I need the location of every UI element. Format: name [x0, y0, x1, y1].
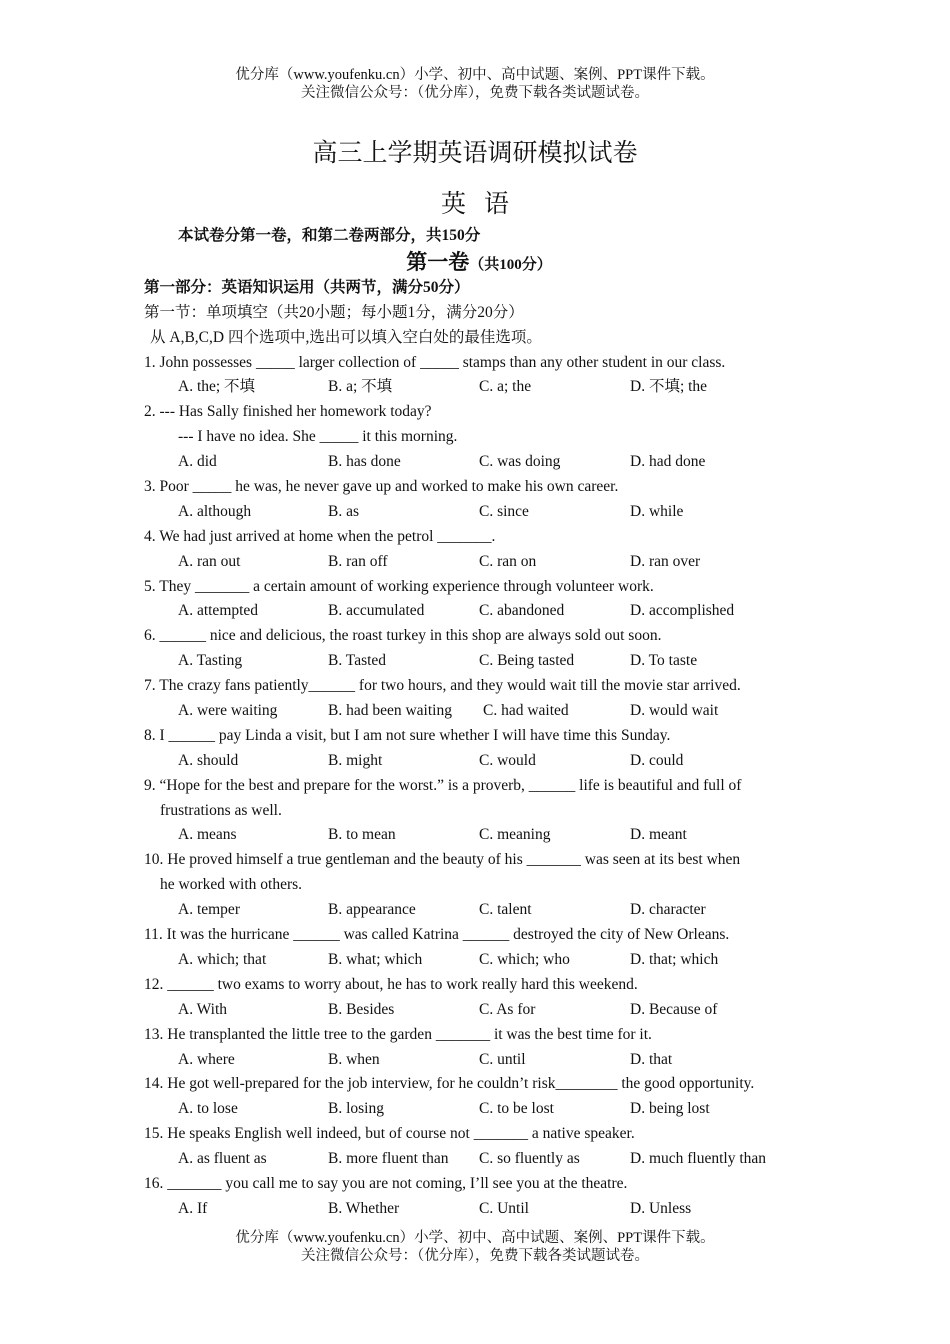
answer-options [144, 649, 814, 674]
answer-options [144, 1048, 814, 1073]
option-a: A. should [178, 751, 239, 769]
option-c: C. since [479, 502, 529, 520]
option-b: B. Tasted [328, 652, 387, 670]
page-footer [0, 1229, 950, 1265]
option-d: D. that; which [630, 950, 719, 968]
option-b: B. appearance [328, 901, 416, 919]
question-item [144, 774, 814, 849]
option-a: A. ran out [178, 552, 241, 570]
option-a: A. although [178, 502, 252, 520]
option-a: A. did [178, 453, 217, 471]
question-item [144, 475, 814, 525]
question-item [144, 923, 814, 973]
option-c: C. which; who [479, 950, 570, 968]
answer-options [144, 599, 814, 624]
exam-intro: 本试卷分第一卷，和第二卷两部分，共150分 [178, 227, 481, 244]
question-item [144, 848, 814, 923]
question-item [144, 624, 814, 674]
part-heading: 第一部分：英语知识运用（共两节，满分50分） [144, 278, 470, 296]
option-a: A. where [178, 1050, 235, 1068]
option-b: B. has done [328, 453, 401, 471]
question-item [144, 674, 814, 724]
question-item [144, 351, 814, 401]
question-stem: 10. He proved himself a true gentleman and the beauty of his _______ was seen at its best when [144, 851, 741, 869]
option-b: B. losing [328, 1100, 384, 1118]
question-item [144, 525, 814, 575]
option-d: D. meant [630, 826, 687, 844]
question-stem: 5. They _______ a certain amount of working experience through volunteer work. [144, 577, 654, 595]
question-item [144, 575, 814, 625]
question-stem: 14. He got well-prepared for the job interview, for he couldn’t risk________ the good opportunity. [144, 1075, 755, 1093]
subject-title: 英语 [440, 191, 527, 218]
question-item [144, 724, 814, 774]
answer-options [144, 948, 814, 973]
answer-options [144, 500, 814, 525]
question-item [144, 1023, 814, 1073]
question-stem: 6. ______ nice and delicious, the roast turkey in this shop are always sold out soon. [144, 627, 662, 645]
option-b: B. might [328, 751, 383, 769]
question-stem: 13. He transplanted the little tree to the garden _______ it was the best time for it. [144, 1025, 652, 1043]
question-stem: 7. The crazy fans patiently______ for two hours, and they would wait till the movie star arrived. [144, 677, 741, 695]
option-a: A. If [178, 1199, 208, 1217]
option-d: D. much fluently than [630, 1150, 767, 1168]
volume-heading [144, 249, 814, 276]
option-a: A. means [178, 826, 237, 844]
option-b: B. Whether [328, 1199, 400, 1217]
question-stem-continuation: he worked with others. [160, 876, 303, 894]
header-line-1: 优分库（www.youfenku.cn）小学、初中、高中试题、案例、PPT课件下载。 [235, 67, 715, 83]
question-stem: 2. --- Has Sally finished her homework today? [144, 403, 432, 421]
option-d: D. accomplished [630, 602, 735, 620]
option-c: C. a; the [479, 378, 532, 396]
option-d: D. while [630, 502, 684, 520]
option-c: C. until [479, 1050, 526, 1068]
answer-options [144, 1097, 814, 1122]
option-a: A. which; that [178, 950, 267, 968]
option-a: A. the; 不填 [178, 378, 256, 396]
question-stem: 12. ______ two exams to worry about, he has to work really hard this weekend. [144, 975, 638, 993]
option-b: B. a; 不填 [328, 378, 393, 396]
option-d: D. would wait [630, 702, 719, 720]
answer-options [144, 823, 814, 848]
question-stem: 9. “Hope for the best and prepare for the worst.” is a proverb, ______ life is beautiful and full of [144, 776, 742, 794]
option-d: D. 不填; the [630, 378, 708, 396]
exam-content [144, 224, 814, 1222]
option-c: C. to be lost [479, 1100, 554, 1118]
instruction: 从 A,B,C,D 四个选项中,选出可以填入空白处的最佳选项。 [150, 328, 542, 346]
option-b: B. as [328, 502, 359, 520]
header-line-2: 关注微信公众号：（优分库），免费下载各类试题试卷。 [301, 85, 649, 101]
option-d: D. character [630, 901, 706, 919]
option-c: C. talent [479, 901, 532, 919]
question-stem: 16. _______ you call me to say you are not coming, I’ll see you at the theatre. [144, 1174, 628, 1192]
option-b: B. accumulated [328, 602, 425, 620]
option-c: C. was doing [479, 453, 561, 471]
option-a: A. to lose [178, 1100, 238, 1118]
option-a: A. as fluent as [178, 1150, 267, 1168]
question-list [144, 351, 814, 1222]
option-a: A. temper [178, 901, 240, 919]
option-a: A. attempted [178, 602, 259, 620]
volume-name: 第一卷 [406, 249, 470, 274]
answer-options [144, 1147, 814, 1172]
option-d: D. ran over [630, 552, 701, 570]
question-stem: 11. It was the hurricane ______ was called Katrina ______ destroyed the city of New Orleans. [144, 926, 730, 944]
option-a: A. With [178, 1000, 228, 1018]
question-stem: 8. I ______ pay Linda a visit, but I am not sure whether I will have time this Sunday. [144, 726, 671, 744]
question-stem: 3. Poor _____ he was, he never gave up and worked to make his own career. [144, 478, 619, 496]
option-a: A. were waiting [178, 702, 278, 720]
option-c: C. meaning [479, 826, 551, 844]
answer-options [144, 998, 814, 1023]
question-item [144, 1122, 814, 1172]
option-c: C. so fluently as [479, 1150, 580, 1168]
option-b: B. to mean [328, 826, 396, 844]
question-stem-continuation: frustrations as well. [160, 801, 282, 819]
option-c: C. ran on [479, 552, 537, 570]
question-item [144, 1172, 814, 1222]
option-b: B. Besides [328, 1000, 395, 1018]
document-title: 高三上学期英语调研模拟试卷 [312, 140, 638, 167]
option-b: B. when [328, 1050, 380, 1068]
question-item [144, 400, 814, 475]
question-stem: 4. We had just arrived at home when the petrol _______. [144, 527, 496, 545]
option-d: D. that [630, 1050, 673, 1068]
answer-options [144, 550, 814, 575]
answer-options [144, 1197, 814, 1222]
option-b: B. more fluent than [328, 1150, 449, 1168]
question-stem: 1. John possesses _____ larger collection of _____ stamps than any other student in our class. [144, 353, 726, 371]
option-d: D. could [630, 751, 684, 769]
option-b: B. had been waiting [328, 702, 452, 720]
answer-options [144, 375, 814, 400]
option-d: D. had done [630, 453, 706, 471]
answer-options [144, 898, 814, 923]
answer-options [144, 749, 814, 774]
question-stem-continuation: --- I have no idea. She _____ it this morning. [178, 428, 458, 446]
option-d: D. Because of [630, 1000, 718, 1018]
question-item [144, 1072, 814, 1122]
option-d: D. Unless [630, 1199, 692, 1217]
page-header [0, 66, 950, 102]
section-heading: 第一节：单项填空（共20小题；每小题1分，满分20分） [144, 303, 524, 321]
option-b: B. ran off [328, 552, 388, 570]
option-b: B. what; which [328, 950, 423, 968]
option-a: A. Tasting [178, 652, 243, 670]
option-c: C. As for [479, 1000, 536, 1018]
option-c: C. Being tasted [479, 652, 575, 670]
option-c: C. had waited [483, 702, 569, 720]
option-c: C. abandoned [479, 602, 565, 620]
volume-note: （共100分） [469, 256, 552, 273]
option-d: D. being lost [630, 1100, 710, 1118]
option-d: D. To taste [630, 652, 698, 670]
footer-line-1: 优分库（www.youfenku.cn）小学、初中、高中试题、案例、PPT课件下载。 [235, 1230, 715, 1246]
option-c: C. would [479, 751, 536, 769]
question-item [144, 973, 814, 1023]
option-c: C. Until [479, 1199, 529, 1217]
answer-options [144, 699, 814, 724]
answer-options [144, 450, 814, 475]
footer-line-2: 关注微信公众号：（优分库），免费下载各类试题试卷。 [301, 1248, 649, 1264]
question-stem: 15. He speaks English well indeed, but of course not _______ a native speaker. [144, 1125, 635, 1143]
